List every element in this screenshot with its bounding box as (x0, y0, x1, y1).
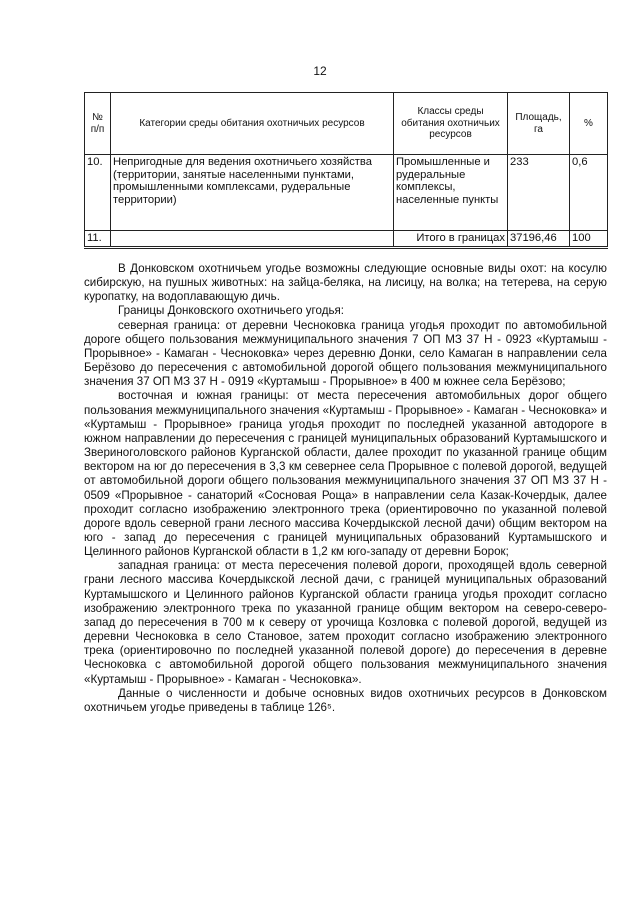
cell-category (111, 231, 394, 248)
header-area: Площадь, га (508, 93, 570, 155)
cell-category: Непригодные для ведения охотничьего хозяйства (территории, занятые населенными пунктами, промышленными комплексами, рудеральные территории) (111, 155, 394, 231)
paragraph-west-border: западная граница: от места пересечения полевой дороги, проходящей вдоль северной грани лесного массива Кочердыкской лесной дачи, с границей муниципальных образований Куртамышского и Целинного районов Курганской области граница угодья проходит согласно изображению электронного трека по указанной границе общим вектором на северо-северо-запад до пересечения в 700 м к северу от урочища Козловка с полевой дорогой, ведущей из деревни Чесноковка в село Становое, затем проходит согласно изображению электронного трека (ориентировочно по последней указанной полевой дороге) до пересечения в деревне Чесноковка с автомобильной дорогой общего пользования межмуниципального значения «Куртамыш - Прорывное» - Камаган - Чесноковка». (84, 559, 607, 686)
cell-percent: 100 (570, 231, 608, 248)
cell-classes: Итого в границах (394, 231, 508, 248)
paragraph-borders-heading: Границы Донковского охотничьего угодья: (118, 304, 345, 318)
paragraph-data-reference: Данные о численности и добыче основных видов охотничьих ресурсов в Донковском охотничьем угодье приведены в таблице 126⁵. (84, 686, 607, 714)
cell-num: 11. (85, 231, 111, 248)
header-category: Категории среды обитания охотничьих ресурсов (111, 93, 394, 155)
paragraph-north-border: северная граница: от деревни Чесноковка граница угодья проходит по автомобильной дороге общего пользования межмуниципального значения 7 ОП МЗ 37 Н - 0923 «Куртамыш - Прорывное» - Камаган - Чесноковка» через деревню Донки, село Камаган в направлении села Берёзово до пересечения с автомобильной дорогой общего пользования межмуниципального значения 37 ОП МЗ 37 Н - 0919 «Куртамыш - Прорывное» в 400 м южнее села Берёзово; (84, 318, 607, 389)
cell-classes: Промышленные и рудеральные комплексы, населенные пункты (394, 155, 508, 231)
paragraph-hunting-types: В Донковском охотничьем угодье возможны следующие основные виды охот: на косулю сибирскую, на пушных животных: на зайца-беляка, на лисицу, на волка; на тетерева, на серую куропатку, на водоплавающую дичь. (84, 262, 607, 304)
cell-percent: 0,6 (570, 155, 608, 231)
table-row (85, 231, 608, 248)
table-header-row (85, 93, 608, 155)
cell-num: 10. (85, 155, 111, 231)
cell-area: 233 (508, 155, 570, 231)
document-body (84, 262, 607, 715)
header-classes: Классы среды обитания охотничьих ресурсов (394, 93, 508, 155)
habitat-table (84, 92, 608, 249)
paragraph-east-south-border: восточная и южная границы: от места пересечения автомобильных дорог общего пользования межмуниципального значения «Куртамыш - Прорывное» - Камаган - Чесноковка» и «Куртамыш - Прорывное» граница угодья проходит по последней указанной автодороге в южном направлении до пересечения с границей муниципальных образований Куртамышского и Звериноголовского районов Курганской области, далее проходит по указанной границе общим вектором на юг до пересечения в 3,3 км севернее села Прорывное с полевой дорогой, ведущей от автомобильной дороги общего пользования межмуниципального значения 37 ОП МЗ 37 Н - 0509 «Прорывное - санаторий «Сосновая Роща» в направлении села Казак-Кочердык, далее проходит согласно изображению электронного трека (ориентировочно по указанной полевой дороге вдоль северной грани лесного массива Кочердыкской лесной дачи) общим вектором на юго - запад до пересечения с границей муниципальных образований Куртамышского и Целинного районов Курганской области в 1,2 км юго-западу от деревни Борок; (84, 389, 607, 559)
page-number: 12 (313, 64, 327, 78)
header-num: № п/п (85, 93, 111, 155)
table-row (85, 155, 608, 231)
header-percent: % (570, 93, 608, 155)
cell-area: 37196,46 (508, 231, 570, 248)
